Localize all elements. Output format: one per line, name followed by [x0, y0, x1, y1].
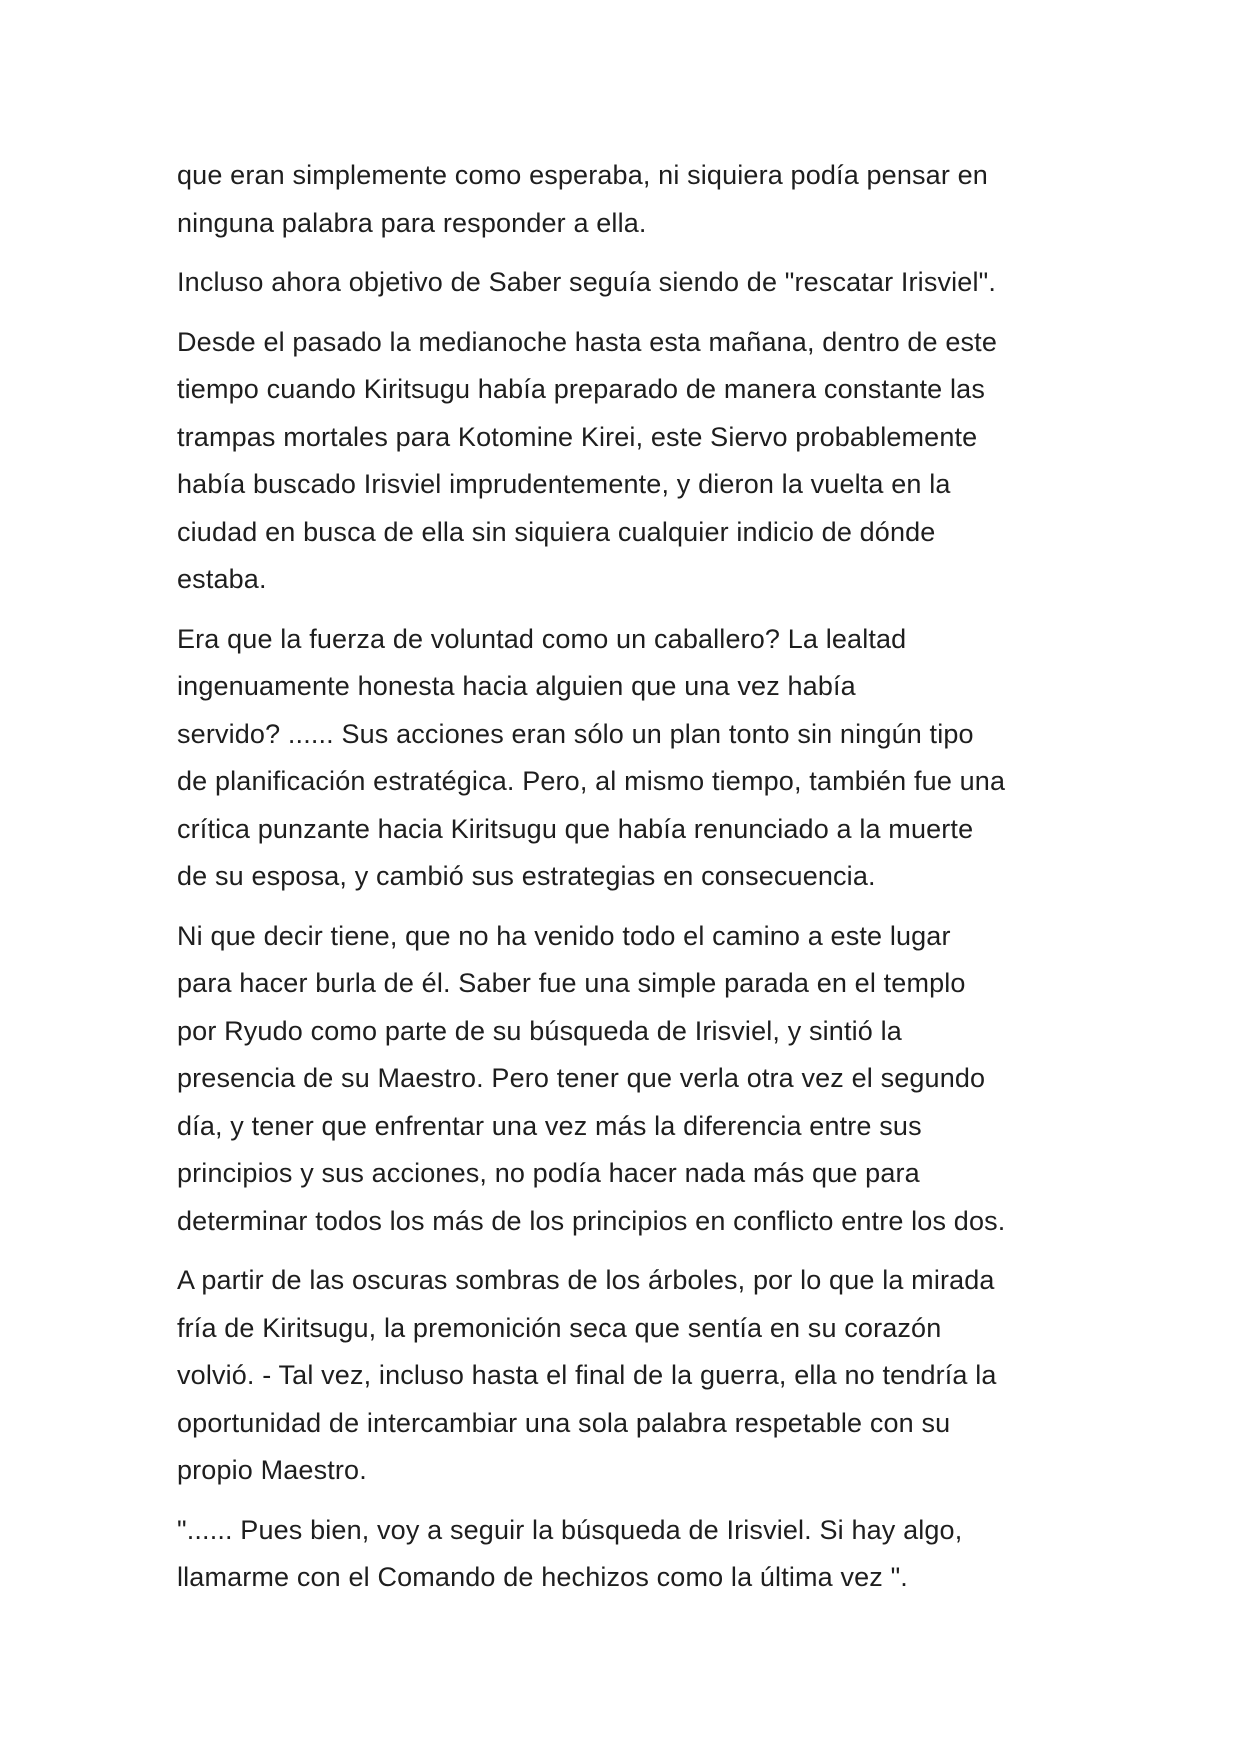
text-line: "...... Pues bien, voy a seguir la búsqueda de Irisviel. Si hay algo, — [177, 1514, 963, 1545]
text-line: para hacer burla de él. Saber fue una simple parada en el templo — [177, 968, 966, 998]
text-line: trampas mortales para Kotomine Kirei, este Siervo probablemente — [177, 421, 978, 452]
text-line: determinar todos los más de los principios en conflicto entre los dos. — [177, 1205, 1006, 1236]
text-line: de su esposa, y cambió sus estrategias en consecuencia. — [177, 861, 876, 891]
text-line: estaba. — [177, 564, 267, 594]
paragraph-3 — [177, 319, 1072, 604]
text-line: ingenuamente honesta hacia alguien que una vez había — [177, 671, 856, 701]
text-line: que eran simplemente como esperaba, ni siquiera podía pensar en — [177, 160, 988, 190]
text-line: servido? ...... Sus acciones eran sólo un plan tonto sin ningún tipo — [177, 718, 974, 749]
body-text — [177, 152, 1072, 1614]
text-line: día, y tener que enfrentar una vez más la diferencia entre sus — [177, 1110, 922, 1141]
paragraph-7 — [177, 1507, 1072, 1602]
text-line: oportunidad de intercambiar una sola palabra respetable con su — [177, 1407, 951, 1438]
text-line: de planificación estratégica. Pero, al mismo tiempo, también fue una — [177, 766, 1006, 796]
text-line: Era que la fuerza de voluntad como un caballero? La lealtad — [177, 623, 907, 654]
text-line: ciudad en busca de ella sin siquiera cualquier indicio de dónde — [177, 516, 936, 547]
text-line: propio Maestro. — [177, 1455, 367, 1485]
paragraph-4 — [177, 616, 1072, 901]
paragraph-5 — [177, 913, 1072, 1246]
text-line: por Ryudo como parte de su búsqueda de Irisviel, y sintió la — [177, 1015, 902, 1046]
text-line: había buscado Irisviel imprudentemente, y dieron la vuelta en la — [177, 469, 951, 499]
text-line: principios y sus acciones, no podía hacer nada más que para — [177, 1158, 920, 1188]
text-line: llamarme con el Comando de hechizos como la última vez ". — [177, 1562, 908, 1592]
text-line: Ni que decir tiene, que no ha venido todo el camino a este lugar — [177, 920, 951, 951]
text-line: ninguna palabra para responder a ella. — [177, 207, 647, 238]
text-line: Desde el pasado la medianoche hasta esta mañana, dentro de este — [177, 326, 998, 357]
text-line: tiempo cuando Kiritsugu había preparado de manera constante las — [177, 374, 985, 404]
text-line: Incluso ahora objetivo de Saber seguía siendo de "rescatar Irisviel". — [177, 267, 996, 297]
paragraph-1 — [177, 152, 1072, 247]
paragraph-6 — [177, 1257, 1072, 1495]
paragraph-2 — [177, 259, 1072, 307]
text-line: presencia de su Maestro. Pero tener que verla otra vez el segundo — [177, 1063, 986, 1093]
text-line: fría de Kiritsugu, la premonición seca que sentía en su corazón — [177, 1312, 942, 1343]
text-line: crítica punzante hacia Kiritsugu que había renunciado a la muerte — [177, 813, 974, 844]
text-line: volvió. - Tal vez, incluso hasta el final de la guerra, ella no tendría la — [177, 1360, 997, 1390]
text-line: A partir de las oscuras sombras de los árboles, por lo que la mirada — [177, 1265, 995, 1295]
